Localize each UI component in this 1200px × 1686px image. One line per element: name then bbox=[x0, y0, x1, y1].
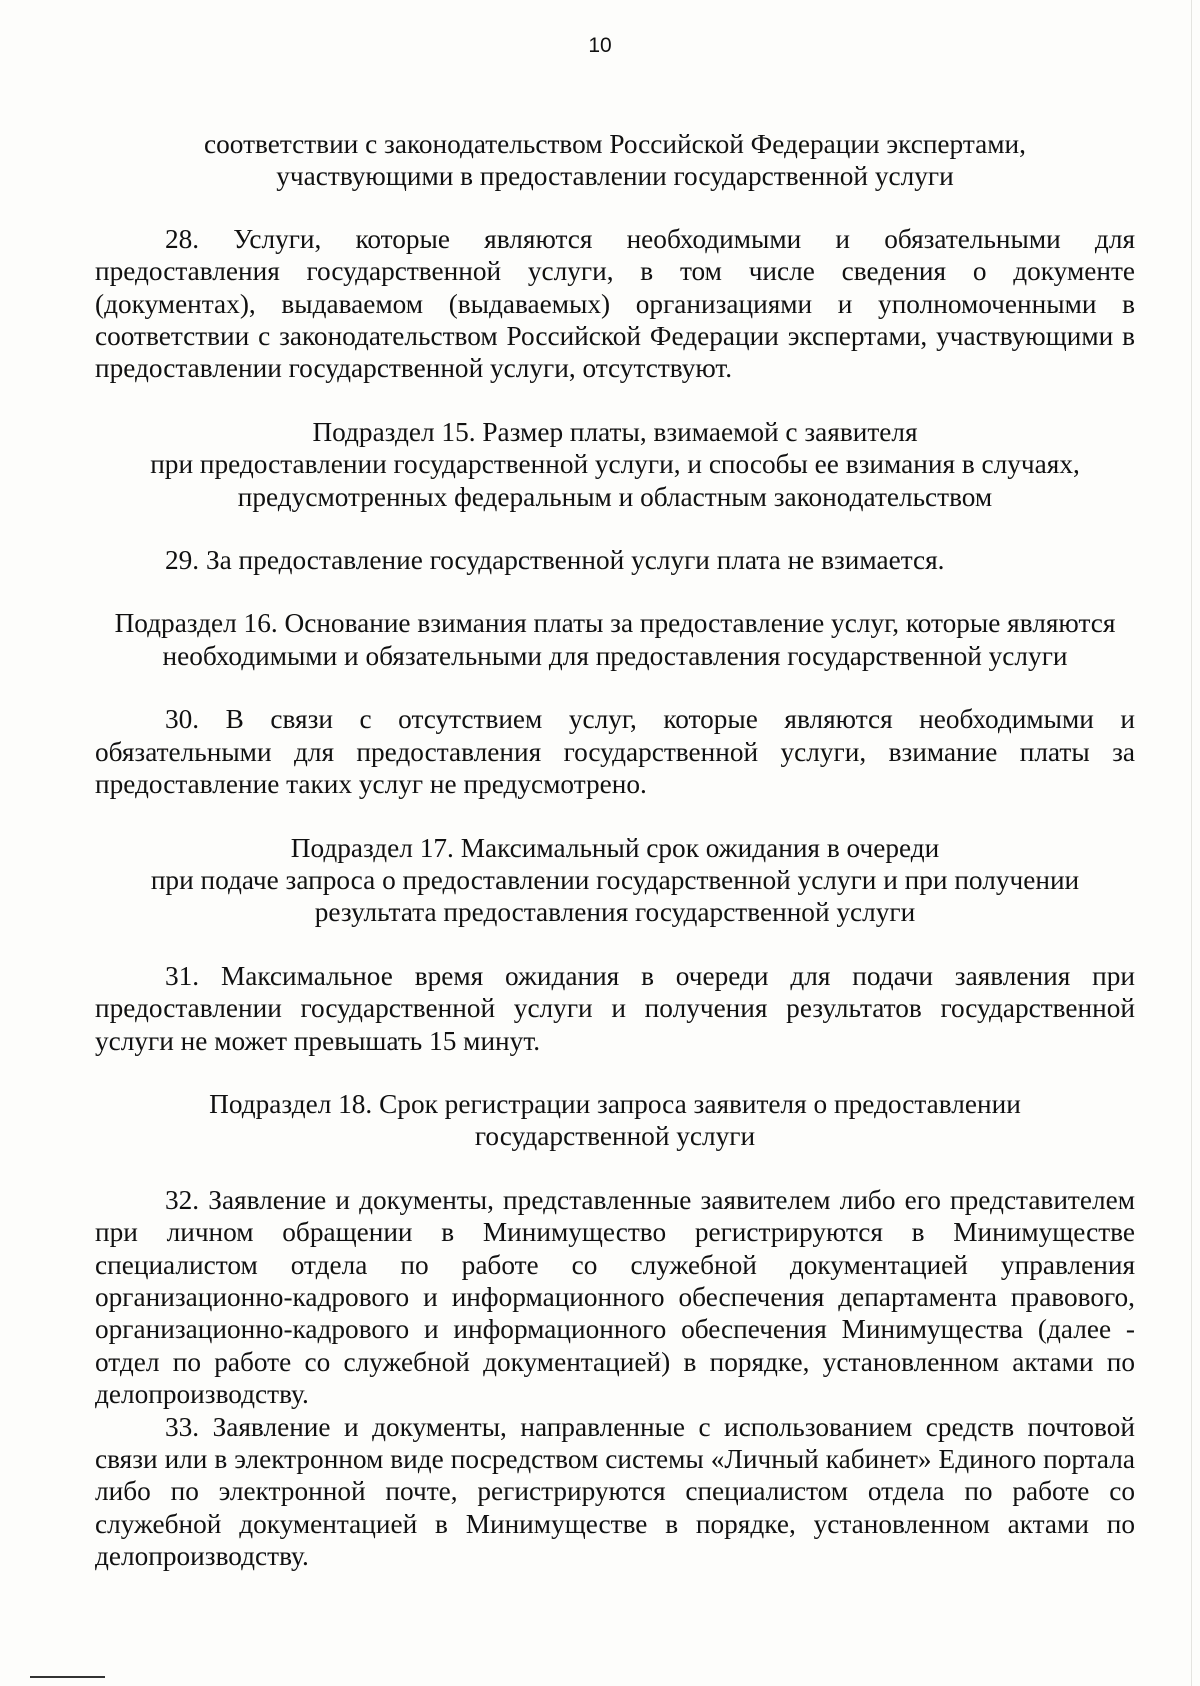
heading-line: Подраздел 15. Размер платы, взимаемой с заявителя bbox=[312, 416, 918, 447]
paragraph-28: 28. Услуги, которые являются необходимыми и обязательными для предоставления государственной услуги, в том числе сведения о документе (документах), выдаваемом (выдаваемых) организациями и уполномоченными в соответствии с законодательством Российской Федерации экспертами, участвующими в предоставлении государственной услуги, отсутствуют. bbox=[95, 223, 1135, 384]
heading-line: при предоставлении государственной услуги, и способы ее взимания в случаях, bbox=[150, 449, 1080, 480]
paragraph-32: 32. Заявление и документы, представленные заявителем либо его представителем при личном обращении в Минимущество регистрируются в Минимуществе специалистом отдела по работе со служебной документацией управления организационно-кадрового и информационного обеспечения департамента правового, организационно-кадрового и информационного обеспечения Минимущества (далее - отдел по работе со служебной документацией) в порядке, установленном актами по делопроизводству. bbox=[95, 1184, 1135, 1410]
subsection-16-heading bbox=[95, 607, 1135, 672]
document-body bbox=[95, 128, 1135, 1573]
paragraph-33: 33. Заявление и документы, направленные с использованием средств почтовой связи или в электронном виде посредством системы «Личный кабинет» Единого портала либо по электронной почте, регистрируются специалистом отдела по работе со служебной документацией в Минимуществе в порядке, установленном актами по делопроизводству. bbox=[95, 1411, 1135, 1572]
footnote-rule bbox=[30, 1676, 105, 1678]
paragraph-31: 31. Максимальное время ожидания в очереди для подачи заявления при предоставлении государственной услуги и получения результатов государственной услуги не может превышать 15 минут. bbox=[95, 960, 1135, 1056]
paragraph-29: 29. За предоставление государственной услуги плата не взимается. bbox=[165, 545, 945, 576]
intro-heading bbox=[95, 128, 1135, 193]
intro-line: участвующими в предоставлении государственной услуги bbox=[276, 161, 954, 192]
intro-line: соответствии с законодательством Российской Федерации экспертами, bbox=[204, 129, 1026, 159]
paragraph-30: 30. В связи с отсутствием услуг, которые являются необходимыми и обязательными для предоставления государственной услуги, взимание платы за предоставление таких услуг не предусмотрено. bbox=[95, 704, 1135, 800]
heading-line: государственной услуги bbox=[474, 1121, 756, 1152]
heading-line: необходимыми и обязательными для предоставления государственной услуги bbox=[162, 640, 1068, 671]
scan-edge bbox=[1191, 0, 1192, 1686]
subsection-18-heading bbox=[95, 1088, 1135, 1153]
heading-line: Подраздел 17. Максимальный срок ожидания в очереди bbox=[290, 832, 940, 863]
heading-line: Подраздел 18. Срок регистрации запроса заявителя о предоставлении bbox=[209, 1088, 1021, 1119]
heading-line: предусмотренных федеральным и областным законодательством bbox=[237, 481, 993, 512]
heading-line: результата предоставления государственной услуги bbox=[314, 897, 916, 928]
subsection-17-heading bbox=[95, 832, 1135, 929]
heading-line: Подраздел 16. Основание взимания платы за предоставление услуг, которые являются bbox=[114, 608, 1116, 639]
heading-line: при подаче запроса о предоставлении государственной услуги и при получении bbox=[150, 864, 1080, 895]
subsection-15-heading bbox=[95, 416, 1135, 513]
page-number: 10 bbox=[588, 34, 612, 57]
